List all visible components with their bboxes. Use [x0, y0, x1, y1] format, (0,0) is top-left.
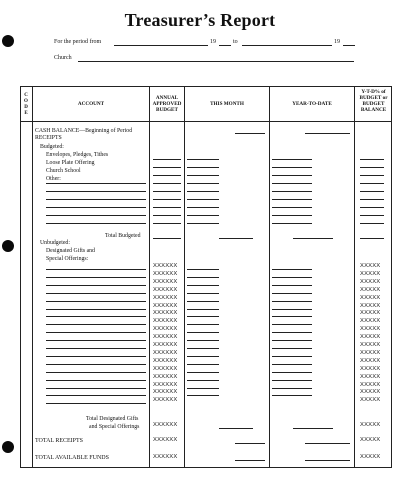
budget-field[interactable] [153, 223, 181, 224]
ytd-field[interactable] [272, 175, 312, 176]
other-account-line[interactable] [46, 183, 146, 184]
ytd-field[interactable] [272, 199, 312, 200]
total-receipts-budget-placeholder: XXXXXX [153, 437, 178, 443]
budget-placeholder: XXXXXX [153, 381, 178, 388]
ytd-pct-placeholder: XXXXX [360, 334, 381, 341]
other-account-line[interactable] [46, 223, 146, 224]
row-church-school: Church School [46, 168, 81, 174]
row-designated-gifts: Designated Gifts and [46, 248, 95, 254]
total-available-ytd-field[interactable] [305, 460, 350, 461]
ytd-pct-field[interactable] [360, 215, 384, 216]
ytd-field[interactable] [272, 332, 312, 333]
month-field[interactable] [187, 388, 219, 389]
row-unbudgeted: Unbudgeted: [40, 240, 70, 246]
total-ytd-field[interactable] [293, 238, 333, 239]
row-total-designated-2: and Special Offerings [89, 424, 140, 430]
ytd-field[interactable] [272, 207, 312, 208]
ytd-pct-placeholder: XXXXX [360, 389, 381, 396]
designated-account-line[interactable] [46, 395, 146, 396]
budget-placeholder: XXXXXX [153, 334, 178, 341]
total-budget-field[interactable] [153, 238, 181, 239]
ytd-pct-field[interactable] [360, 199, 384, 200]
designated-account-line[interactable] [46, 309, 146, 310]
designated-account-line[interactable] [46, 301, 146, 302]
budget-field[interactable] [153, 167, 181, 168]
designated-account-line[interactable] [46, 324, 146, 325]
month-field[interactable] [187, 207, 219, 208]
month-field[interactable] [187, 324, 219, 325]
ytd-pct-field[interactable] [360, 167, 384, 168]
period-from-field[interactable] [114, 45, 208, 46]
month-field[interactable] [187, 191, 219, 192]
ytd-field[interactable] [272, 301, 312, 302]
ytd-pct-field[interactable] [360, 183, 384, 184]
month-field[interactable] [187, 332, 219, 333]
total-month-field[interactable] [219, 238, 253, 239]
month-field[interactable] [187, 301, 219, 302]
ytd-pct-placeholder: XXXXX [360, 294, 381, 301]
ytd-field[interactable] [272, 348, 312, 349]
total-available-ytd-pct-placeholder: XXXXX [360, 454, 381, 460]
month-field[interactable] [187, 285, 219, 286]
punch-hole-middle [2, 240, 14, 252]
ytd-field[interactable] [272, 324, 312, 325]
total-receipts-month-field[interactable] [235, 443, 265, 444]
total-ytd-pct-field[interactable] [360, 238, 384, 239]
year-from-field[interactable] [219, 45, 231, 46]
ytd-pct-placeholder: XXXXX [360, 263, 381, 269]
ytd-pct-placeholder: XXXXX [360, 278, 381, 285]
month-field[interactable] [187, 356, 219, 357]
designated-account-line[interactable] [46, 364, 146, 365]
budget-placeholder: XXXXXX [153, 349, 178, 356]
ytd-pct-field[interactable] [360, 223, 384, 224]
month-field[interactable] [187, 277, 219, 278]
month-field[interactable] [187, 293, 219, 294]
month-field[interactable] [187, 223, 219, 224]
ytd-field[interactable] [272, 269, 312, 270]
ytd-pct-placeholder: XXXXX [360, 326, 381, 333]
ytd-pct-placeholder: XXXXX [360, 365, 381, 372]
ytd-field[interactable] [272, 364, 312, 365]
year-prefix-to: 19 [334, 39, 340, 45]
month-field[interactable] [187, 340, 219, 341]
total-designated-budget-placeholder: XXXXXX [153, 422, 178, 428]
cash-balance-month-field[interactable] [235, 133, 265, 134]
designated-account-line[interactable] [46, 277, 146, 278]
column-header-ytd-pct: Y-T-D% of BUDGET or BUDGET BALANCE [359, 89, 388, 113]
row-envelopes: Envelopes, Pledges, Tithes [46, 152, 109, 158]
church-label: Church [54, 55, 72, 61]
to-label: to [233, 39, 238, 45]
total-receipts-ytd-pct-placeholder: XXXXX [360, 437, 381, 443]
budget-placeholder: XXXXXX [153, 302, 178, 309]
ytd-field[interactable] [272, 183, 312, 184]
column-header-year-to-date: YEAR-TO-DATE [292, 101, 332, 107]
designated-account-line[interactable] [46, 293, 146, 294]
ytd-field[interactable] [272, 285, 312, 286]
budget-field[interactable] [153, 199, 181, 200]
budget-placeholder: XXXXXX [153, 326, 178, 333]
column-header-annual-budget: ANNUAL APPROVED BUDGET [152, 95, 182, 113]
church-field[interactable] [78, 61, 354, 62]
column-header-this-month: THIS MONTH [210, 101, 244, 107]
row-total-available: TOTAL AVAILABLE FUNDS [35, 455, 109, 461]
designated-account-line[interactable] [46, 388, 146, 389]
budget-field[interactable] [153, 191, 181, 192]
ytd-field[interactable] [272, 277, 312, 278]
budget-placeholder: XXXXXX [153, 357, 178, 364]
ytd-field[interactable] [272, 316, 312, 317]
ytd-pct-placeholder: XXXXX [360, 318, 381, 325]
other-account-line[interactable] [46, 199, 146, 200]
total-available-budget-placeholder: XXXXXX [153, 454, 178, 460]
total-receipts-ytd-field[interactable] [305, 443, 350, 444]
designated-account-line[interactable] [46, 403, 146, 404]
ytd-pct-placeholder: XXXXX [360, 373, 381, 380]
month-field[interactable] [187, 159, 219, 160]
ytd-field[interactable] [272, 356, 312, 357]
ytd-field[interactable] [272, 293, 312, 294]
year-prefix-from: 19 [210, 39, 216, 45]
designated-account-line[interactable] [46, 316, 146, 317]
ytd-field[interactable] [272, 215, 312, 216]
budget-placeholder: XXXXXX [153, 270, 178, 277]
budget-placeholder: XXXXXX [153, 278, 178, 285]
column-header-account: ACCOUNT [77, 101, 105, 107]
month-field[interactable] [187, 269, 219, 270]
row-budgeted: Budgeted: [40, 144, 64, 150]
ytd-pct-placeholder: XXXXX [360, 270, 381, 277]
month-field[interactable] [187, 380, 219, 381]
row-total-budgeted: Total Budgeted [105, 233, 141, 239]
designated-account-line[interactable] [46, 269, 146, 270]
month-field[interactable] [187, 364, 219, 365]
budget-placeholder: XXXXXX [153, 342, 178, 348]
ytd-field[interactable] [272, 340, 312, 341]
year-to-field[interactable] [343, 45, 355, 46]
month-field[interactable] [187, 348, 219, 349]
budget-field[interactable] [153, 175, 181, 176]
row-total-receipts: TOTAL RECEIPTS [35, 438, 84, 444]
budget-field[interactable] [153, 159, 181, 160]
designated-account-line[interactable] [46, 348, 146, 349]
designated-account-line[interactable] [46, 332, 146, 333]
total-designated-ytd-field[interactable] [293, 428, 333, 429]
ytd-field[interactable] [272, 223, 312, 224]
period-to-field[interactable] [242, 45, 332, 46]
punch-hole-top [2, 35, 14, 47]
budget-placeholder: XXXXXX [153, 318, 178, 325]
budget-placeholder: XXXXXX [153, 397, 178, 404]
ytd-pct-field[interactable] [360, 191, 384, 192]
month-field[interactable] [187, 167, 219, 168]
total-designated-ytd-pct-placeholder: XXXXX [360, 422, 381, 428]
ytd-field[interactable] [272, 388, 312, 389]
column-header-code: C O D E [24, 93, 28, 116]
month-field[interactable] [187, 199, 219, 200]
designated-account-line[interactable] [46, 285, 146, 286]
other-account-line[interactable] [46, 207, 146, 208]
budget-placeholder: XXXXXX [153, 294, 178, 301]
row-receipts: RECEIPTS [35, 135, 62, 141]
period-label: For the period from [54, 39, 102, 45]
ytd-field[interactable] [272, 372, 312, 373]
page-title: Treasurer’s Report [124, 10, 276, 30]
month-field[interactable] [187, 316, 219, 317]
ytd-pct-placeholder: XXXXX [360, 286, 381, 293]
budget-placeholder: XXXXXX [153, 389, 178, 396]
month-field[interactable] [187, 175, 219, 176]
month-field[interactable] [187, 372, 219, 373]
ytd-field[interactable] [272, 395, 312, 396]
ytd-pct-placeholder: XXXXX [360, 342, 381, 348]
designated-account-line[interactable] [46, 380, 146, 381]
report-table [20, 86, 392, 468]
month-field[interactable] [187, 183, 219, 184]
row-loose-plate: Loose Plate Offering [46, 160, 95, 166]
row-other: Other: [46, 176, 61, 182]
month-field[interactable] [187, 395, 219, 396]
ytd-pct-field[interactable] [360, 159, 384, 160]
ytd-field[interactable] [272, 167, 312, 168]
month-field[interactable] [187, 215, 219, 216]
budget-placeholder: XXXXXX [153, 365, 178, 372]
budget-placeholder: XXXXXX [153, 373, 178, 380]
row-special-offerings: Special Offerings: [46, 256, 89, 262]
ytd-field[interactable] [272, 380, 312, 381]
budget-placeholder: XXXXXX [153, 263, 178, 269]
budget-placeholder: XXXXXX [153, 310, 178, 317]
budget-field[interactable] [153, 207, 181, 208]
ytd-field[interactable] [272, 191, 312, 192]
row-cash-balance: CASH BALANCE—Beginning of Period [35, 128, 133, 134]
ytd-field[interactable] [272, 309, 312, 310]
cash-balance-ytd-field[interactable] [305, 133, 350, 134]
designated-account-line[interactable] [46, 372, 146, 373]
ytd-pct-field[interactable] [360, 175, 384, 176]
designated-account-line[interactable] [46, 356, 146, 357]
other-account-line[interactable] [46, 191, 146, 192]
other-account-line[interactable] [46, 215, 146, 216]
ytd-pct-placeholder: XXXXX [360, 381, 381, 388]
ytd-field[interactable] [272, 159, 312, 160]
row-total-designated-1: Total Designated Gifts [86, 416, 139, 422]
budget-field[interactable] [153, 183, 181, 184]
total-available-month-field[interactable] [235, 460, 265, 461]
ytd-pct-placeholder: XXXXX [360, 349, 381, 356]
budget-field[interactable] [153, 215, 181, 216]
total-designated-month-field[interactable] [219, 428, 253, 429]
budget-placeholder: XXXXXX [153, 286, 178, 293]
designated-account-line[interactable] [46, 340, 146, 341]
ytd-pct-placeholder: XXXXX [360, 310, 381, 317]
month-field[interactable] [187, 309, 219, 310]
ytd-pct-placeholder: XXXXX [360, 357, 381, 364]
ytd-pct-placeholder: XXXXX [360, 302, 381, 309]
punch-hole-bottom [2, 441, 14, 453]
ytd-pct-field[interactable] [360, 207, 384, 208]
ytd-pct-placeholder: XXXXX [360, 397, 381, 404]
